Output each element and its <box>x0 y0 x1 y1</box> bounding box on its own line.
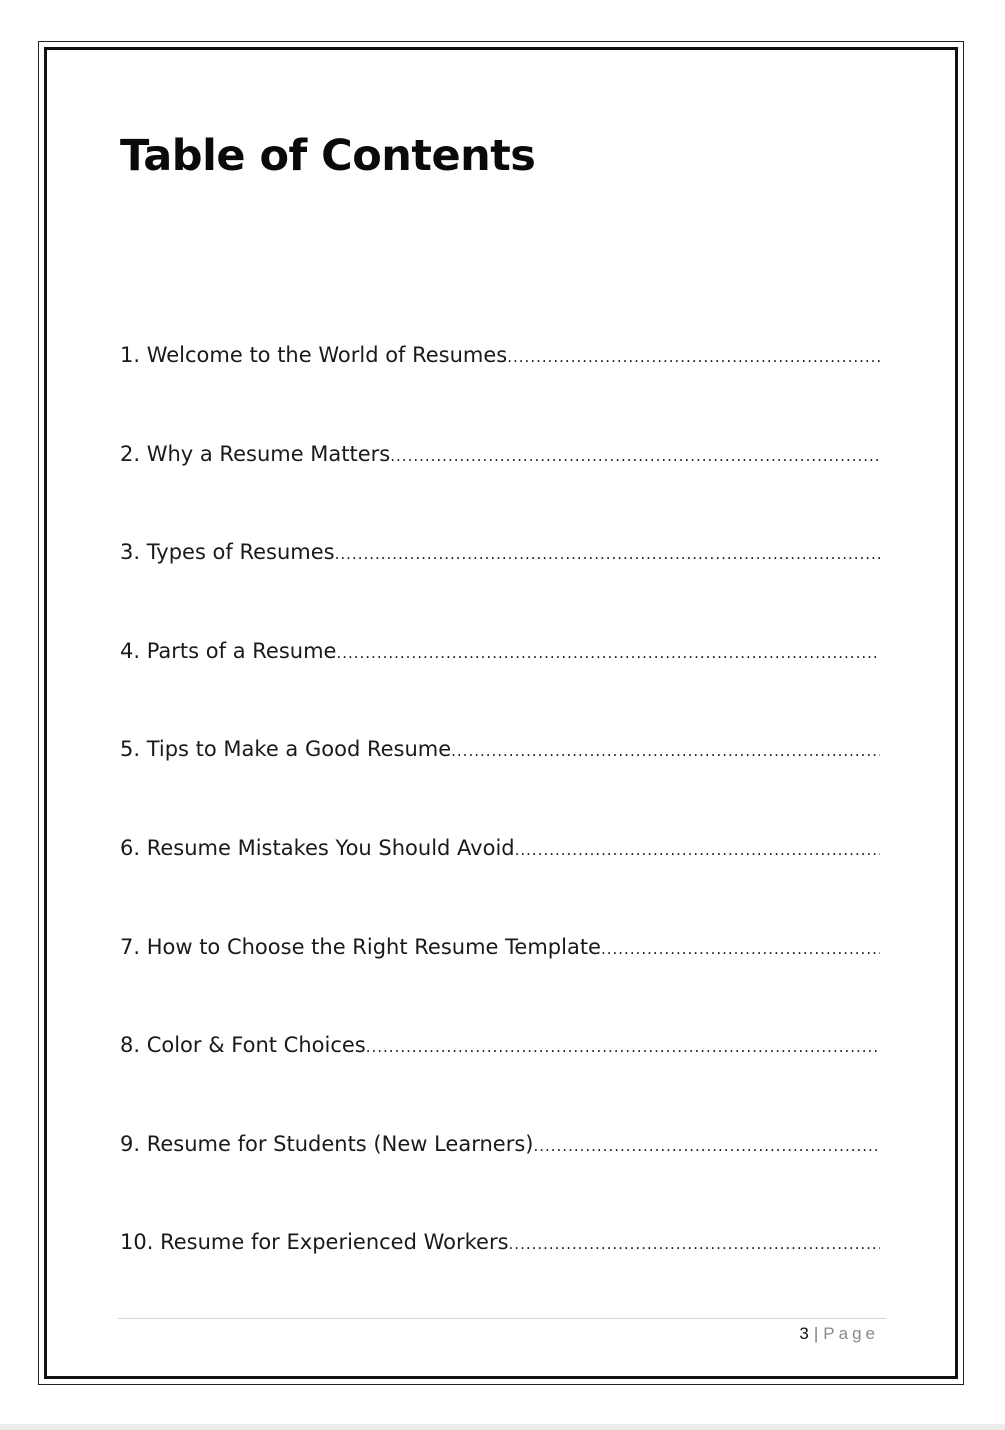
toc-list <box>120 336 880 1322</box>
toc-dot-leader <box>533 1127 880 1165</box>
toc-dot-leader <box>336 634 880 672</box>
toc-entry-label: 3. Types of Resumes <box>120 540 335 565</box>
page-number: 3 <box>799 1324 809 1343</box>
page-footer <box>799 1323 879 1345</box>
toc-entry-2 <box>120 435 880 534</box>
toc-entry-8 <box>120 1026 880 1125</box>
toc-entry-9 <box>120 1125 880 1224</box>
toc-dot-leader <box>601 930 880 968</box>
toc-entry-label: 2. Why a Resume Matters <box>120 441 391 466</box>
page-word: Page <box>823 1324 879 1343</box>
toc-entry-label: 5. Tips to Make a Good Resume <box>120 737 452 762</box>
toc-entry-6 <box>120 829 880 928</box>
toc-entry-3 <box>120 533 880 632</box>
toc-entry-label: 6. Resume Mistakes You Should Avoid <box>120 835 515 860</box>
toc-entry-label: 4. Parts of a Resume <box>120 638 337 663</box>
toc-entry-label: 7. How to Choose the Right Resume Template <box>120 934 601 959</box>
toc-entry-label: 1. Welcome to the World of Resumes <box>120 343 508 367</box>
toc-entry-7 <box>120 928 880 1027</box>
toc-dot-leader <box>366 1028 880 1066</box>
page-bottom-strip <box>0 1424 1005 1430</box>
toc-entry-label: 10. Resume for Experienced Workers <box>120 1230 509 1255</box>
toc-entry-label: 9. Resume for Students (New Learners) <box>120 1131 534 1156</box>
page-title: Table of Contents <box>120 131 536 181</box>
toc-entry-10 <box>120 1223 880 1322</box>
toc-entry-5 <box>120 730 880 829</box>
toc-dot-leader <box>515 831 880 869</box>
toc-entry-label: 8. Color & Font Choices <box>120 1033 366 1058</box>
toc-dot-leader <box>451 732 880 770</box>
toc-dot-leader <box>335 535 880 573</box>
toc-entry-1 <box>120 336 880 435</box>
toc-dot-leader <box>390 437 880 475</box>
page-separator: | <box>813 1324 819 1343</box>
toc-entry-4 <box>120 632 880 731</box>
toc-dot-leader <box>509 1225 880 1263</box>
footer-divider <box>118 1318 886 1319</box>
toc-dot-leader <box>507 338 880 376</box>
